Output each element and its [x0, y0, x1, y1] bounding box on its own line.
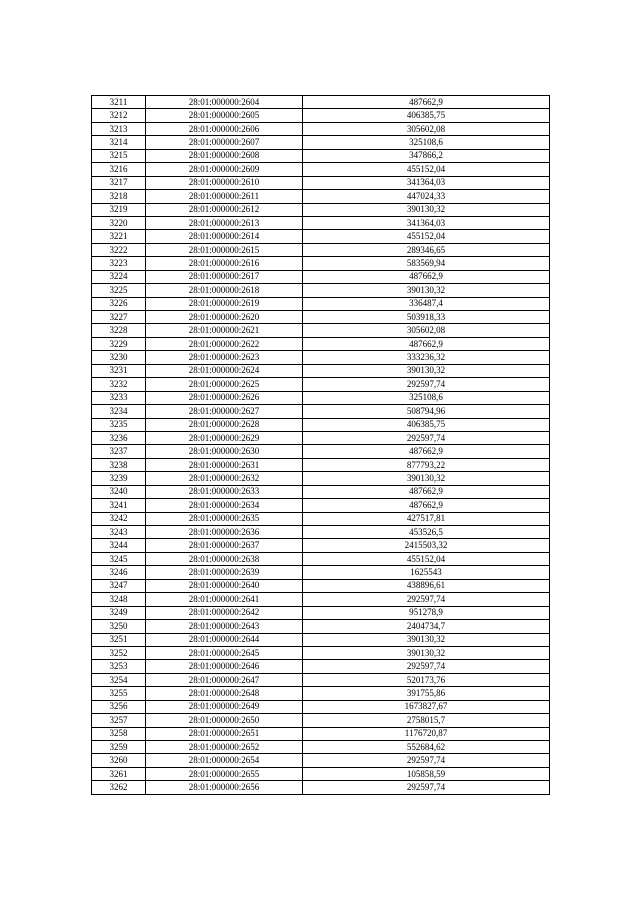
cadastral-value-cell: 447024,33: [303, 190, 550, 203]
row-number-cell: 3255: [92, 687, 146, 700]
row-number-cell: 3247: [92, 579, 146, 592]
cadastral-number-cell: 28:01:000000:2651: [146, 727, 303, 740]
cadastral-number-cell: 28:01:000000:2611: [146, 190, 303, 203]
table-row: [92, 673, 550, 686]
table-row: [92, 257, 550, 270]
row-number-cell: 3219: [92, 203, 146, 216]
cadastral-value-cell: 292597,74: [303, 431, 550, 444]
cadastral-number-cell: 28:01:000000:2609: [146, 163, 303, 176]
cadastral-value-cell: 1673827,67: [303, 700, 550, 713]
cadastral-value-cell: 105858,59: [303, 767, 550, 780]
table-row: [92, 109, 550, 122]
cadastral-number-cell: 28:01:000000:2640: [146, 579, 303, 592]
cadastral-number-cell: 28:01:000000:2623: [146, 351, 303, 364]
cadastral-value-cell: 503918,33: [303, 311, 550, 324]
table-row: [92, 176, 550, 189]
table-row: [92, 324, 550, 337]
cadastral-number-cell: 28:01:000000:2641: [146, 593, 303, 606]
row-number-cell: 3235: [92, 418, 146, 431]
row-number-cell: 3240: [92, 485, 146, 498]
cadastral-value-cell: 1176720,87: [303, 727, 550, 740]
table-row: [92, 606, 550, 619]
row-number-cell: 3225: [92, 284, 146, 297]
cadastral-number-cell: 28:01:000000:2652: [146, 741, 303, 754]
cadastral-number-cell: 28:01:000000:2622: [146, 337, 303, 350]
table-row: [92, 431, 550, 444]
cadastral-number-cell: 28:01:000000:2616: [146, 257, 303, 270]
row-number-cell: 3236: [92, 431, 146, 444]
cadastral-number-cell: 28:01:000000:2626: [146, 391, 303, 404]
cadastral-value-cell: 2415503,32: [303, 539, 550, 552]
row-number-cell: 3241: [92, 499, 146, 512]
row-number-cell: 3234: [92, 405, 146, 418]
cadastral-value-table-container: [91, 95, 549, 795]
cadastral-number-cell: 28:01:000000:2629: [146, 431, 303, 444]
row-number-cell: 3214: [92, 136, 146, 149]
table-row: [92, 472, 550, 485]
cadastral-value-cell: 487662,9: [303, 337, 550, 350]
cadastral-value-cell: 390130,32: [303, 646, 550, 659]
cadastral-value-cell: 390130,32: [303, 203, 550, 216]
cadastral-number-cell: 28:01:000000:2644: [146, 633, 303, 646]
cadastral-number-cell: 28:01:000000:2606: [146, 122, 303, 135]
cadastral-number-cell: 28:01:000000:2605: [146, 109, 303, 122]
row-number-cell: 3211: [92, 96, 146, 109]
cadastral-value-cell: 520173,76: [303, 673, 550, 686]
cadastral-number-cell: 28:01:000000:2645: [146, 646, 303, 659]
cadastral-value-cell: 390130,32: [303, 364, 550, 377]
table-row: [92, 270, 550, 283]
table-row: [92, 284, 550, 297]
table-row: [92, 458, 550, 471]
cadastral-value-cell: 292597,74: [303, 660, 550, 673]
table-row: [92, 391, 550, 404]
cadastral-value-cell: 325108,6: [303, 391, 550, 404]
row-number-cell: 3254: [92, 673, 146, 686]
cadastral-number-cell: 28:01:000000:2637: [146, 539, 303, 552]
cadastral-value-cell: 390130,32: [303, 633, 550, 646]
table-row: [92, 311, 550, 324]
row-number-cell: 3251: [92, 633, 146, 646]
table-row: [92, 687, 550, 700]
row-number-cell: 3249: [92, 606, 146, 619]
row-number-cell: 3227: [92, 311, 146, 324]
cadastral-number-cell: 28:01:000000:2636: [146, 526, 303, 539]
table-row: [92, 539, 550, 552]
cadastral-value-cell: 455152,04: [303, 163, 550, 176]
table-row: [92, 485, 550, 498]
cadastral-value-cell: 406385,75: [303, 109, 550, 122]
row-number-cell: 3256: [92, 700, 146, 713]
row-number-cell: 3261: [92, 767, 146, 780]
cadastral-value-cell: 292597,74: [303, 378, 550, 391]
cadastral-value-cell: 877793,22: [303, 458, 550, 471]
table-body: [92, 96, 550, 795]
table-row: [92, 418, 550, 431]
row-number-cell: 3248: [92, 593, 146, 606]
cadastral-number-cell: 28:01:000000:2638: [146, 552, 303, 565]
cadastral-number-cell: 28:01:000000:2655: [146, 767, 303, 780]
row-number-cell: 3239: [92, 472, 146, 485]
cadastral-number-cell: 28:01:000000:2642: [146, 606, 303, 619]
cadastral-number-cell: 28:01:000000:2619: [146, 297, 303, 310]
cadastral-number-cell: 28:01:000000:2607: [146, 136, 303, 149]
cadastral-number-cell: 28:01:000000:2618: [146, 284, 303, 297]
row-number-cell: 3231: [92, 364, 146, 377]
table-row: [92, 512, 550, 525]
table-row: [92, 190, 550, 203]
cadastral-value-table: [91, 95, 550, 795]
cadastral-value-cell: 336487,4: [303, 297, 550, 310]
cadastral-value-cell: 341364,03: [303, 176, 550, 189]
cadastral-number-cell: 28:01:000000:2646: [146, 660, 303, 673]
row-number-cell: 3257: [92, 714, 146, 727]
row-number-cell: 3221: [92, 230, 146, 243]
row-number-cell: 3238: [92, 458, 146, 471]
table-row: [92, 741, 550, 754]
table-row: [92, 593, 550, 606]
cadastral-number-cell: 28:01:000000:2630: [146, 445, 303, 458]
table-row: [92, 163, 550, 176]
cadastral-value-cell: 2404734,7: [303, 620, 550, 633]
row-number-cell: 3242: [92, 512, 146, 525]
row-number-cell: 3220: [92, 216, 146, 229]
cadastral-value-cell: 292597,74: [303, 593, 550, 606]
table-row: [92, 727, 550, 740]
cadastral-value-cell: 427517,81: [303, 512, 550, 525]
table-row: [92, 230, 550, 243]
table-row: [92, 405, 550, 418]
cadastral-value-cell: 487662,9: [303, 96, 550, 109]
cadastral-number-cell: 28:01:000000:2621: [146, 324, 303, 337]
cadastral-number-cell: 28:01:000000:2617: [146, 270, 303, 283]
cadastral-value-cell: 453526,5: [303, 526, 550, 539]
row-number-cell: 3224: [92, 270, 146, 283]
cadastral-number-cell: 28:01:000000:2634: [146, 499, 303, 512]
table-row: [92, 620, 550, 633]
cadastral-value-cell: 1625543: [303, 566, 550, 579]
cadastral-value-cell: 951278,9: [303, 606, 550, 619]
table-row: [92, 149, 550, 162]
table-row: [92, 203, 550, 216]
cadastral-number-cell: 28:01:000000:2625: [146, 378, 303, 391]
row-number-cell: 3244: [92, 539, 146, 552]
row-number-cell: 3226: [92, 297, 146, 310]
cadastral-number-cell: 28:01:000000:2647: [146, 673, 303, 686]
cadastral-value-cell: 552684,62: [303, 741, 550, 754]
cadastral-value-cell: 341364,03: [303, 216, 550, 229]
row-number-cell: 3243: [92, 526, 146, 539]
cadastral-number-cell: 28:01:000000:2635: [146, 512, 303, 525]
cadastral-number-cell: 28:01:000000:2632: [146, 472, 303, 485]
table-row: [92, 714, 550, 727]
row-number-cell: 3229: [92, 337, 146, 350]
row-number-cell: 3250: [92, 620, 146, 633]
cadastral-number-cell: 28:01:000000:2631: [146, 458, 303, 471]
row-number-cell: 3230: [92, 351, 146, 364]
cadastral-value-cell: 455152,04: [303, 552, 550, 565]
cadastral-value-cell: 305602,08: [303, 122, 550, 135]
cadastral-value-cell: 391755,86: [303, 687, 550, 700]
table-row: [92, 754, 550, 767]
cadastral-value-cell: 438896,61: [303, 579, 550, 592]
table-row: [92, 566, 550, 579]
table-row: [92, 337, 550, 350]
table-row: [92, 646, 550, 659]
cadastral-value-cell: 487662,9: [303, 445, 550, 458]
cadastral-number-cell: 28:01:000000:2624: [146, 364, 303, 377]
cadastral-number-cell: 28:01:000000:2656: [146, 781, 303, 794]
cadastral-value-cell: 292597,74: [303, 781, 550, 794]
cadastral-value-cell: 347866,2: [303, 149, 550, 162]
row-number-cell: 3260: [92, 754, 146, 767]
table-row: [92, 526, 550, 539]
row-number-cell: 3223: [92, 257, 146, 270]
table-row: [92, 660, 550, 673]
row-number-cell: 3222: [92, 243, 146, 256]
cadastral-number-cell: 28:01:000000:2627: [146, 405, 303, 418]
table-row: [92, 216, 550, 229]
cadastral-number-cell: 28:01:000000:2613: [146, 216, 303, 229]
cadastral-value-cell: 305602,08: [303, 324, 550, 337]
table-row: [92, 445, 550, 458]
table-row: [92, 767, 550, 780]
cadastral-number-cell: 28:01:000000:2628: [146, 418, 303, 431]
cadastral-number-cell: 28:01:000000:2610: [146, 176, 303, 189]
row-number-cell: 3212: [92, 109, 146, 122]
cadastral-number-cell: 28:01:000000:2654: [146, 754, 303, 767]
cadastral-number-cell: 28:01:000000:2650: [146, 714, 303, 727]
row-number-cell: 3259: [92, 741, 146, 754]
cadastral-value-cell: 487662,9: [303, 485, 550, 498]
cadastral-value-cell: 583569,94: [303, 257, 550, 270]
table-row: [92, 351, 550, 364]
cadastral-value-cell: 487662,9: [303, 270, 550, 283]
cadastral-value-cell: 333236,32: [303, 351, 550, 364]
cadastral-number-cell: 28:01:000000:2615: [146, 243, 303, 256]
row-number-cell: 3233: [92, 391, 146, 404]
row-number-cell: 3245: [92, 552, 146, 565]
row-number-cell: 3232: [92, 378, 146, 391]
table-row: [92, 96, 550, 109]
cadastral-number-cell: 28:01:000000:2608: [146, 149, 303, 162]
cadastral-number-cell: 28:01:000000:2612: [146, 203, 303, 216]
row-number-cell: 3215: [92, 149, 146, 162]
cadastral-value-cell: 508794,96: [303, 405, 550, 418]
table-row: [92, 781, 550, 794]
row-number-cell: 3228: [92, 324, 146, 337]
row-number-cell: 3252: [92, 646, 146, 659]
row-number-cell: 3218: [92, 190, 146, 203]
cadastral-number-cell: 28:01:000000:2648: [146, 687, 303, 700]
table-row: [92, 122, 550, 135]
row-number-cell: 3216: [92, 163, 146, 176]
table-row: [92, 499, 550, 512]
row-number-cell: 3213: [92, 122, 146, 135]
cadastral-value-cell: 325108,6: [303, 136, 550, 149]
cadastral-value-cell: 487662,9: [303, 499, 550, 512]
row-number-cell: 3217: [92, 176, 146, 189]
table-row: [92, 364, 550, 377]
table-row: [92, 136, 550, 149]
row-number-cell: 3237: [92, 445, 146, 458]
cadastral-number-cell: 28:01:000000:2643: [146, 620, 303, 633]
cadastral-value-cell: 292597,74: [303, 754, 550, 767]
row-number-cell: 3258: [92, 727, 146, 740]
table-row: [92, 378, 550, 391]
row-number-cell: 3253: [92, 660, 146, 673]
cadastral-value-cell: 455152,04: [303, 230, 550, 243]
table-row: [92, 297, 550, 310]
cadastral-number-cell: 28:01:000000:2649: [146, 700, 303, 713]
row-number-cell: 3246: [92, 566, 146, 579]
cadastral-number-cell: 28:01:000000:2633: [146, 485, 303, 498]
cadastral-value-cell: 406385,75: [303, 418, 550, 431]
cadastral-number-cell: 28:01:000000:2620: [146, 311, 303, 324]
cadastral-value-cell: 390130,32: [303, 472, 550, 485]
table-row: [92, 700, 550, 713]
cadastral-value-cell: 289346,65: [303, 243, 550, 256]
table-row: [92, 633, 550, 646]
table-row: [92, 552, 550, 565]
cadastral-value-cell: 390130,32: [303, 284, 550, 297]
row-number-cell: 3262: [92, 781, 146, 794]
cadastral-value-cell: 2758015,7: [303, 714, 550, 727]
cadastral-number-cell: 28:01:000000:2604: [146, 96, 303, 109]
table-row: [92, 243, 550, 256]
cadastral-number-cell: 28:01:000000:2639: [146, 566, 303, 579]
cadastral-number-cell: 28:01:000000:2614: [146, 230, 303, 243]
table-row: [92, 579, 550, 592]
